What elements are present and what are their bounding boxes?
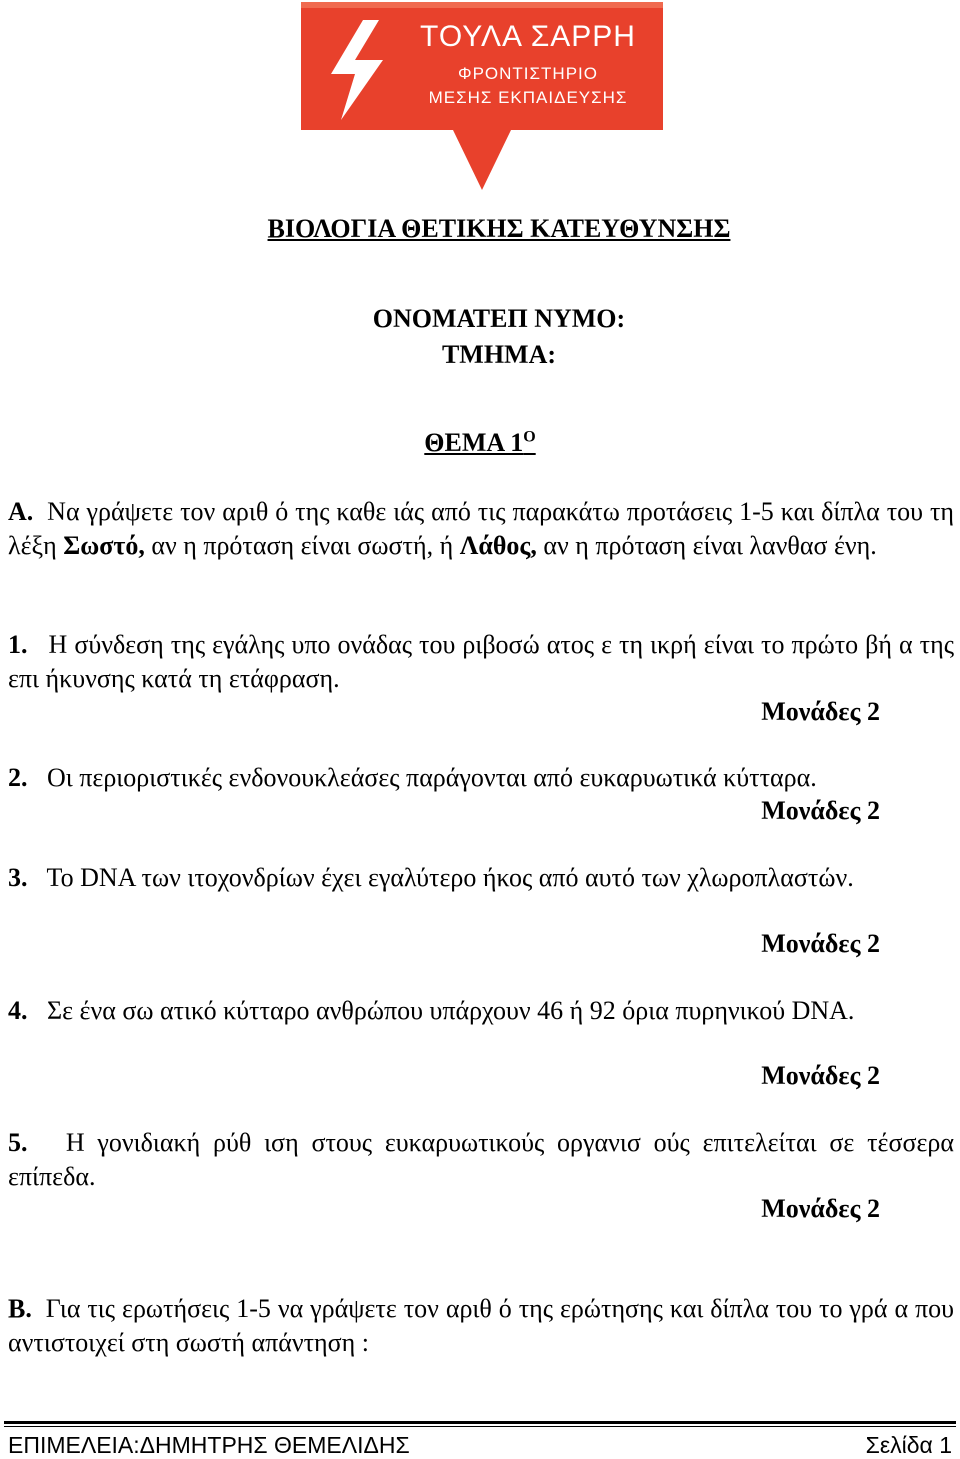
logo-line2: ΜΕΣΗΣ ΕΚΠΑΙΔΕΥΣΗΣ bbox=[428, 88, 628, 107]
correct-word: Σωστό, bbox=[63, 531, 145, 560]
part-a-instr1: Να γράψετε τον αριθ ό της καθε ιάς από τις παρακάτω προτάσεις 1-5 και δίπλα του τη λέξη bbox=[8, 497, 955, 560]
theme-sup: Ο bbox=[523, 428, 536, 446]
dept-label: ΤΜΗΜΑ: bbox=[441, 340, 557, 369]
question-text: Το DNA των ιτοχονδρίων έχει εγαλύτερο ήκος από αυτό των χλωροπλαστών. bbox=[46, 863, 854, 892]
wrong-word: Λάθος, bbox=[459, 531, 537, 560]
units-label: Μονάδες 2 bbox=[761, 1194, 880, 1223]
name-label: ΟΝΟΜΑΤΕΠ ΝΥΜΟ: bbox=[372, 304, 626, 333]
footer-divider-thin bbox=[4, 1426, 956, 1427]
part-a-instructions bbox=[8, 495, 954, 563]
logo-line1: ΦΡΟΝΤΙΣΤΗΡΙΟ bbox=[458, 64, 598, 83]
units-label: Μονάδες 2 bbox=[761, 1061, 880, 1090]
question-text: Οι περιοριστικές ενδονουκλεάσες παράγονται από ευκαρυωτικά κύτταρα. bbox=[47, 763, 817, 792]
question-text: Η σύνδεση της εγάλης υπο ονάδας του ριβοσώ ατος ε τη ικρή είναι το πρώτο βή α της επι ήκυνσης κατά τη ετάφραση. bbox=[8, 630, 954, 693]
page-number: Σελίδα 1 bbox=[865, 1432, 952, 1458]
question-number: 2. bbox=[8, 763, 28, 792]
footer-divider bbox=[4, 1421, 956, 1424]
part-a-instr2: αν η πρόταση είναι σωστή, ή bbox=[151, 531, 454, 560]
question-number: 3. bbox=[8, 863, 28, 892]
part-b-label: Β. bbox=[8, 1294, 32, 1323]
page-title: ΒΙΟΛΟΓΙΑ ΘΕΤΙΚΗΣ ΚΑΤΕΥΘΥΝΣΗΣ bbox=[267, 214, 731, 243]
units-label: Μονάδες 2 bbox=[761, 929, 880, 958]
theme-heading bbox=[0, 428, 960, 458]
part-b-text: Για τις ερωτήσεις 1-5 να γράψετε τον αριθ ό της ερώτησης και δίπλα του το γρά α που αντιστοιχεί στη σωστή απάντηση : bbox=[8, 1294, 954, 1357]
footer-editor: ΕΠΙΜΕΛΕΙΑ:ΔΗΜΗΤΡΗΣ ΘΕΜΕΛΙΔΗΣ bbox=[8, 1432, 410, 1458]
question-number: 5. bbox=[8, 1128, 28, 1157]
question-2 bbox=[8, 761, 954, 795]
question-1 bbox=[8, 628, 954, 696]
part-b-instructions bbox=[8, 1292, 954, 1360]
question-5 bbox=[8, 1126, 954, 1194]
logo-title: ΤΟΥΛΑ ΣΑΡΡΗ bbox=[420, 20, 636, 53]
question-4 bbox=[8, 994, 954, 1028]
units-label: Μονάδες 2 bbox=[761, 796, 880, 825]
question-number: 4. bbox=[8, 996, 28, 1025]
units-label: Μονάδες 2 bbox=[761, 697, 880, 726]
school-logo bbox=[301, 2, 663, 190]
question-text: Σε ένα σω ατικό κύτταρο ανθρώπου υπάρχουν 46 ή 92 όρια πυρηνικού DNA. bbox=[47, 996, 855, 1025]
part-a-label: Α. bbox=[8, 497, 34, 526]
question-number: 1. bbox=[8, 630, 28, 659]
question-text: Η γονιδιακή ρύθ ιση στους ευκαρυωτικούς οργανισ ούς επιτελείται σε τέσσερα επίπεδα. bbox=[8, 1128, 955, 1191]
part-a-instr3: αν η πρόταση είναι λανθασ ένη. bbox=[543, 531, 877, 560]
question-3 bbox=[8, 861, 954, 895]
theme-text: ΘΕΜΑ 1 bbox=[424, 428, 524, 457]
